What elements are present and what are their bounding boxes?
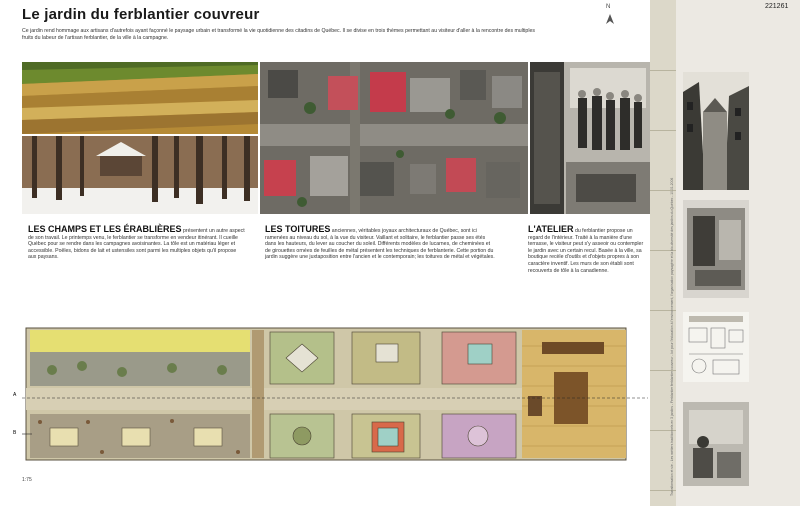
section-workshop-text: du ferblantier propose un regard de l'intérieur. Traité à la manière d'une terrasse, le visiteur peut s'y asseoir ou contempler le jardin avec un certain recul. Basée à la ville, sa boutique recèle d'outils et d'objets propres à son caractère inventif. Les murs de son établi sont recouverts de tôle à la canadienne. <box>528 228 644 274</box>
street-sketch-image <box>683 72 749 190</box>
sugar-bush-photo <box>22 136 258 214</box>
section-fields-text: présentent un autre aspect de son travail. Le printemps venu, le ferblantier se transforme en vendeur itinérant. Il cueille Québec pour se rendre dans les campagnes avoisinantes. La tôle est un matériau léger et accessible. Poêles, bidons de lait et ustensiles sont parmi les multiples objets qu'il propose aux paysans. <box>28 228 245 261</box>
board-number: 221261 <box>765 3 789 10</box>
photo-strip <box>22 62 650 214</box>
workshop-archive-image <box>683 200 749 298</box>
board-title: Le jardin du ferblantier couvreur <box>22 6 260 23</box>
technical-drawing-image <box>683 312 749 382</box>
section-workshop <box>528 226 644 274</box>
section-fields <box>28 226 246 261</box>
vertical-credits: Transformation et vie - Les métiers traditionnels en 3 jardins - Ferblantier ferblantier couvreur - lot pour l'éducation à l'environnement, l'organisation paysagère et la bio-diversité des jardins du Québec - 10.01.2006 <box>670 177 674 496</box>
section-a-label-left: A <box>13 392 17 398</box>
interior-archive-image <box>683 402 749 486</box>
intro-text: Ce jardin rend hommage aux artisans d'autrefois ayant façonné le paysage urbain et transformé la vie quotidienne des citadins de Québec. Il se divise en trois thèmes permettant au visiteur d'aller à la rencontre des multiples fruits du labeur de l'artisan ferblantier, de la ville à la campagne. <box>22 28 535 41</box>
north-arrow-icon <box>603 4 617 28</box>
section-roofs-text: anciennes, véritables joyaux architecturaux de Québec, sont ici ramenées au niveau du sol, à la vue du visiteur. Vaillant et solitaire, le ferblantier passe ses étés dans les hauteurs, du lever au coucher du soleil. Différents modèles de lucarnes, de cheminées et de girouettes ornées de feuilles de métal présentent les techniques de ferblanterie. Cette portion du jardin suggère une juxtaposition entre l'ancien et le contemporain; les toitures de métal et végétales. <box>265 228 495 261</box>
section-roofs <box>265 226 495 261</box>
scale-label: 1:75 <box>22 477 32 483</box>
fields-photo <box>22 62 258 134</box>
section-b-label: B <box>13 430 17 436</box>
aerial-roofs-photo <box>260 62 528 214</box>
site-plan <box>13 326 650 466</box>
section-workshop-heading: L'ATELIER <box>528 224 574 234</box>
north-label: N <box>606 4 611 10</box>
section-roofs-heading: LES TOITURES <box>265 224 331 234</box>
section-fields-heading: LES CHAMPS ET LES ÉRABLIÈRES <box>28 224 182 234</box>
workshop-photo <box>530 62 650 214</box>
